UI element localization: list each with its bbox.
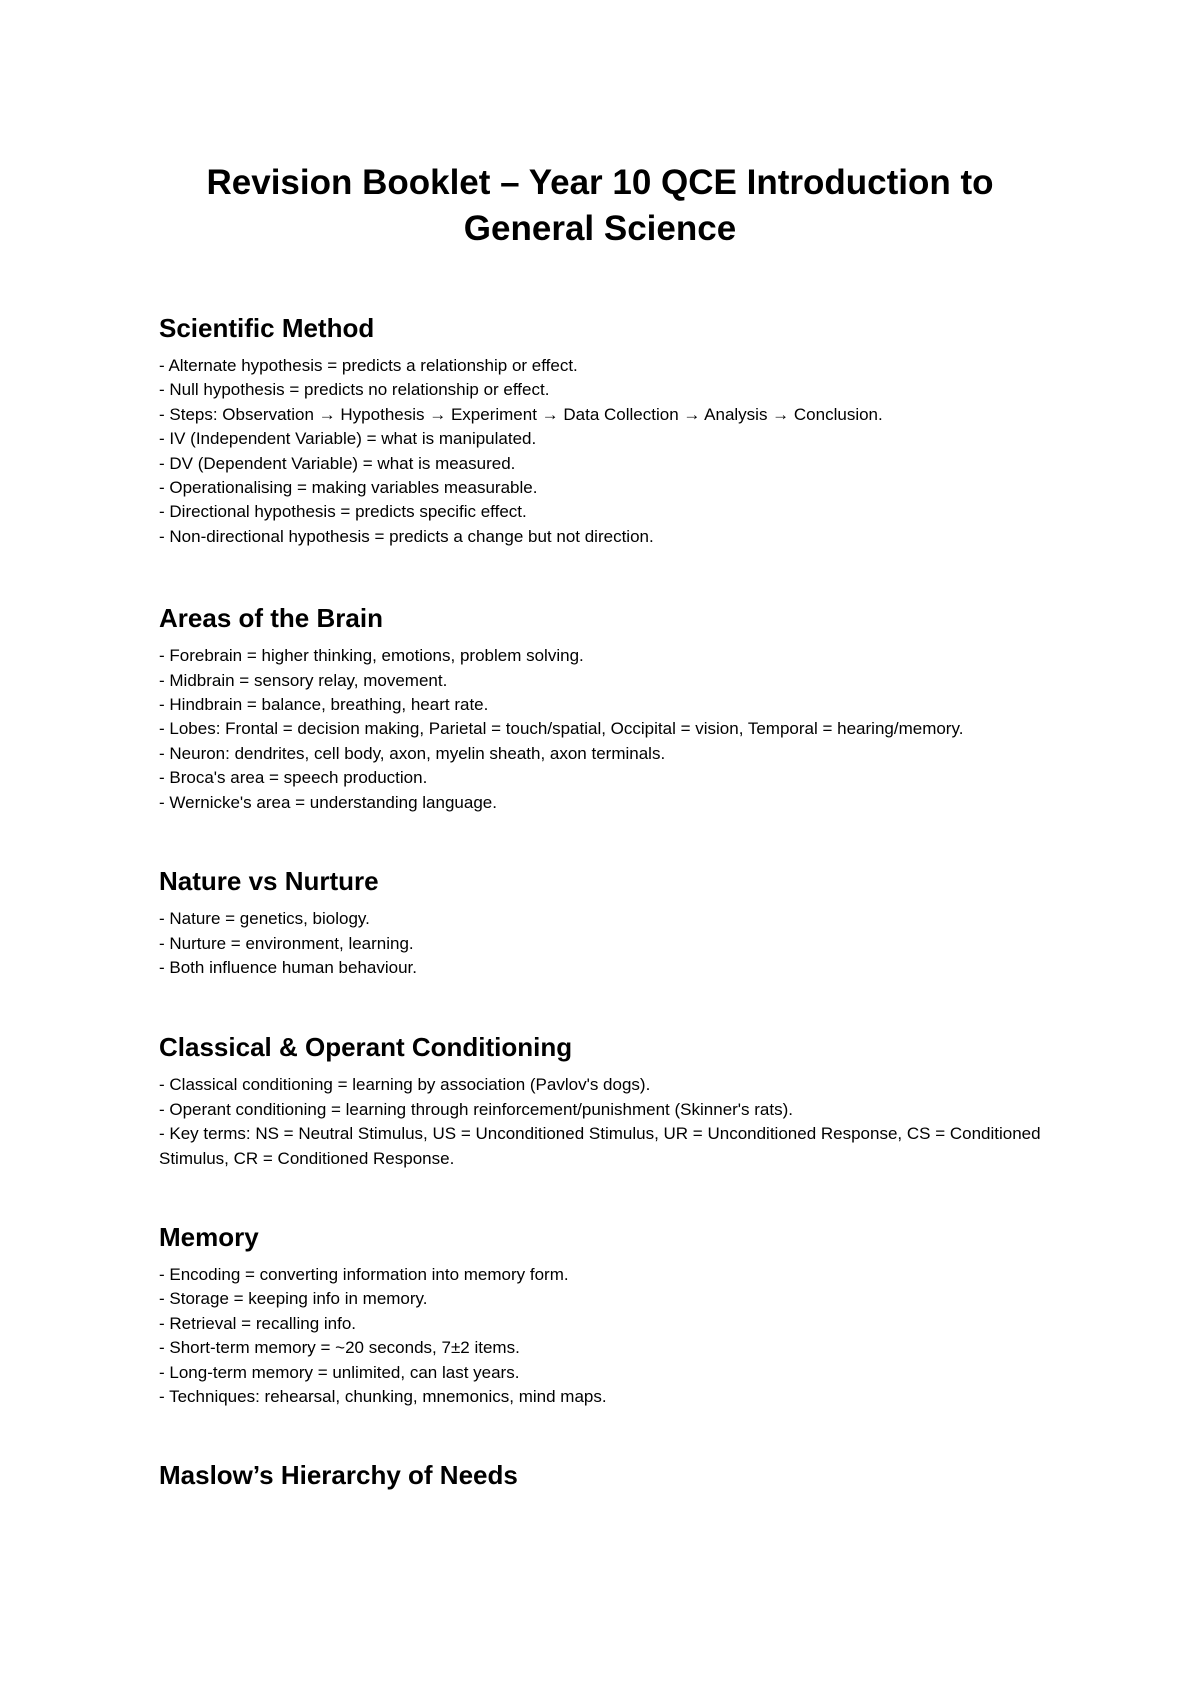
section-scientific-method bbox=[159, 312, 1050, 549]
section-maslows-hierarchy bbox=[159, 1459, 1050, 1491]
list-item: - Midbrain = sensory relay, movement. bbox=[159, 670, 448, 690]
section-memory bbox=[159, 1221, 1050, 1409]
list-item: - Nature = genetics, biology. bbox=[159, 909, 370, 929]
section-heading: Maslow’s Hierarchy of Needs bbox=[159, 1460, 518, 1491]
list-item: - Key terms: NS = Neutral Stimulus, US = Unconditioned Stimulus, UR = Unconditioned Response, CS = Conditioned Stimulus, CR = Conditioned Response. bbox=[159, 1124, 1041, 1168]
document-title bbox=[159, 160, 1050, 252]
list-item: - Nurture = environment, learning. bbox=[159, 933, 414, 953]
list-item: - Storage = keeping info in memory. bbox=[159, 1289, 428, 1309]
list-item: - Steps: Observation → Hypothesis → Experiment → Data Collection → Analysis → Conclusion. bbox=[159, 404, 883, 424]
section-heading: Memory bbox=[159, 1221, 259, 1252]
list-item: - Operant conditioning = learning through reinforcement/punishment (Skinner's rats). bbox=[159, 1099, 793, 1119]
list-item: - Classical conditioning = learning by association (Pavlov's dogs). bbox=[159, 1075, 651, 1095]
list-item: - Retrieval = recalling info. bbox=[159, 1313, 357, 1333]
list-item: - Hindbrain = balance, breathing, heart rate. bbox=[159, 695, 489, 715]
section-heading: Classical & Operant Conditioning bbox=[159, 1032, 573, 1063]
list-item: - Non-directional hypothesis = predicts a change but not direction. bbox=[159, 526, 654, 546]
list-item: - Null hypothesis = predicts no relationship or effect. bbox=[159, 380, 550, 400]
list-item: - IV (Independent Variable) = what is manipulated. bbox=[159, 429, 537, 449]
section-list bbox=[159, 1263, 1050, 1409]
document-title-line-2: General Science bbox=[463, 209, 737, 248]
section-list bbox=[159, 907, 1050, 980]
section-nature-vs-nurture bbox=[159, 865, 1050, 980]
list-item: - Short-term memory = ~20 seconds, 7±2 items. bbox=[159, 1338, 520, 1358]
section-classical-operant-conditioning bbox=[159, 1031, 1050, 1171]
list-item: - Operationalising = making variables measurable. bbox=[159, 478, 538, 498]
list-item: - DV (Dependent Variable) = what is measured. bbox=[159, 453, 516, 473]
list-item: - Lobes: Frontal = decision making, Parietal = touch/spatial, Occipital = vision, Temporal = hearing/memory. bbox=[159, 719, 964, 739]
section-heading: Areas of the Brain bbox=[159, 603, 383, 634]
list-item: - Wernicke's area = understanding language. bbox=[159, 792, 497, 812]
list-item: - Techniques: rehearsal, chunking, mnemonics, mind maps. bbox=[159, 1386, 607, 1406]
section-list bbox=[159, 644, 1050, 815]
section-heading: Nature vs Nurture bbox=[159, 866, 379, 897]
section-heading: Scientific Method bbox=[159, 313, 375, 343]
list-item: - Forebrain = higher thinking, emotions, problem solving. bbox=[159, 646, 584, 666]
section-areas-of-the-brain bbox=[159, 602, 1050, 815]
list-item: - Encoding = converting information into memory form. bbox=[159, 1264, 569, 1284]
list-item: - Alternate hypothesis = predicts a relationship or effect. bbox=[159, 356, 578, 375]
section-list bbox=[159, 1073, 1050, 1171]
list-item: - Long-term memory = unlimited, can last years. bbox=[159, 1362, 520, 1382]
list-item: - Both influence human behaviour. bbox=[159, 957, 418, 977]
list-item: - Broca's area = speech production. bbox=[159, 768, 428, 788]
document-title-line-1: Revision Booklet – Year 10 QCE Introduction to bbox=[206, 163, 994, 202]
section-list bbox=[159, 354, 1050, 549]
list-item: - Directional hypothesis = predicts specific effect. bbox=[159, 502, 527, 522]
list-item: - Neuron: dendrites, cell body, axon, myelin sheath, axon terminals. bbox=[159, 743, 666, 763]
